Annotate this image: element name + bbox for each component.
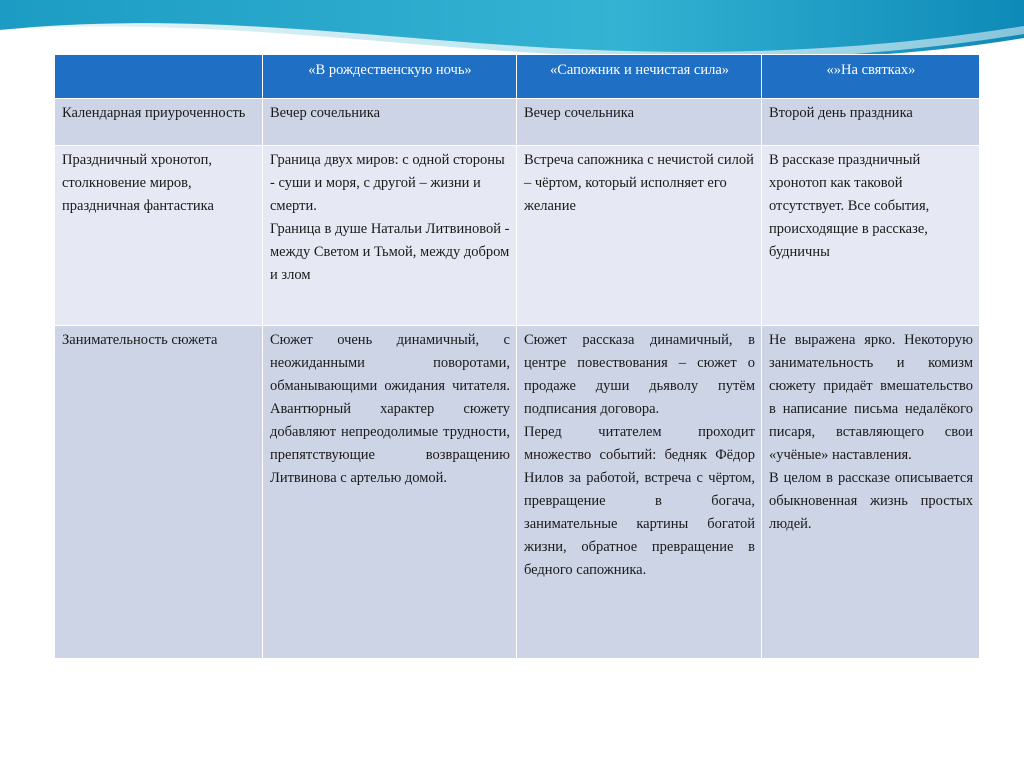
table-cell: Не выражена ярко. Некоторую занимательность и комизм сюжету придаёт вмешательство в написание письма недалёкого писаря, вставляющего свои «учёные» наставления. В целом в рассказе описывается обыкновенная жизнь простых людей. <box>762 326 980 659</box>
column-header-christmas-night: «В рождественскую ночь» <box>263 55 517 99</box>
table-cell: Второй день праздника <box>762 99 980 146</box>
row-label: Праздничный хронотоп, столкновение миров, праздничная фантастика <box>55 146 263 326</box>
column-header-shoemaker: «Сапожник и нечистая сила» <box>517 55 762 99</box>
row-label: Занимательность сюжета <box>55 326 263 659</box>
table-cell: Граница двух миров: с одной стороны - суши и моря, с другой – жизни и смерти. Граница в душе Натальи Литвиновой - между Светом и Тьмой, между добром и злом <box>263 146 517 326</box>
comparison-table <box>54 54 980 659</box>
table-row <box>55 146 980 326</box>
table-row <box>55 326 980 659</box>
table-cell: Сюжет рассказа динамичный, в центре повествования – сюжет о продаже души дьяволу путём подписания договора. Перед читателем проходит множество событий: бедняк Фёдор Нилов за работой, встреча с чёртом, превращение в богача, занимательные картины богатой жизни, обратное превращение в бедного сапожника. <box>517 326 762 659</box>
table-header-row <box>55 55 980 99</box>
column-header-svyatki: «»На святках» <box>762 55 980 99</box>
table-cell: В рассказе праздничный хронотоп как таковой отсутствует. Все события, происходящие в рассказе, будничны <box>762 146 980 326</box>
table-cell: Вечер сочельника <box>517 99 762 146</box>
table-cell: Встреча сапожника с нечистой силой – чёртом, который исполняет его желание <box>517 146 762 326</box>
table-cell: Сюжет очень динамичный, с неожиданными поворотами, обманывающими ожидания читателя. Авантюрный характер сюжету добавляют непреодолимые трудности, препятствующие возвращению Литвинова с артелью домой. <box>263 326 517 659</box>
table-row <box>55 99 980 146</box>
column-header-empty <box>55 55 263 99</box>
row-label: Календарная приуроченность <box>55 99 263 146</box>
table-cell: Вечер сочельника <box>263 99 517 146</box>
